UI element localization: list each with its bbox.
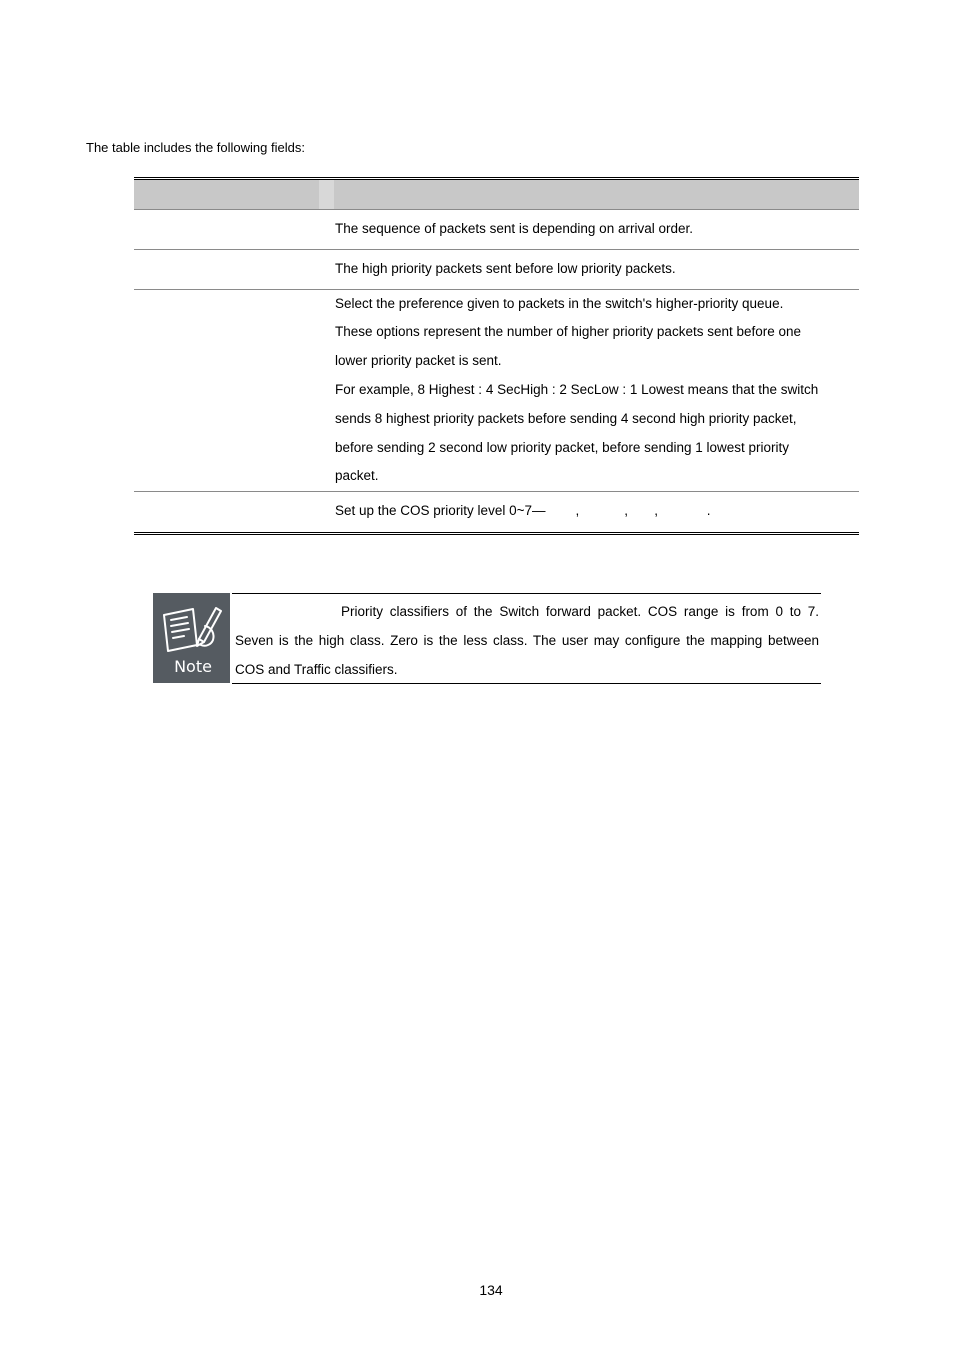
intro-text: The table includes the following fields: <box>86 140 305 155</box>
description-line: lower priority packet is sent. <box>335 353 502 369</box>
description-line: Select the preference given to packets in the switch's higher-priority queue. <box>335 295 784 311</box>
note-icon <box>153 593 230 683</box>
header-cell-object <box>134 179 319 210</box>
description-line: These options represent the number of higher priority packets sent before one <box>335 324 802 340</box>
table-row <box>134 249 859 289</box>
description-cell <box>334 210 859 250</box>
note-text: Priority classifiers of the Switch forward packet. COS range is from 0 to 7. Seven is the high class. Zero is the less class. The user may configure the mapping between COS and Traffic classifiers. <box>235 604 819 677</box>
object-cell <box>134 249 334 289</box>
object-cell <box>134 210 334 250</box>
fields-table <box>134 177 859 535</box>
description-cell <box>334 289 859 492</box>
header-cell-description <box>334 179 859 210</box>
table-row <box>134 492 859 534</box>
description-line: The high priority packets sent before low priority packets. <box>335 260 676 276</box>
table-header-row <box>134 179 859 210</box>
note-icon-label: Note <box>174 657 212 676</box>
note-text-wrap <box>232 593 821 684</box>
description-cell <box>334 249 859 289</box>
table-row <box>134 210 859 250</box>
note-text-paragraph <box>232 594 821 684</box>
page-number: 134 <box>479 1282 503 1298</box>
description-line: sends 8 highest priority packets before sending 4 second high priority packet, <box>335 410 797 426</box>
description-line: For example, 8 Highest : 4 SecHigh : 2 SecLow : 1 Lowest means that the switch <box>335 381 819 397</box>
object-cell <box>134 289 334 492</box>
description-line: packet. <box>335 468 379 484</box>
description-line: before sending 2 second low priority packet, before sending 1 lowest priority <box>335 439 790 455</box>
table-row <box>134 289 859 492</box>
description-line: Set up the COS priority level 0~7— , , , . <box>335 503 711 519</box>
note-box <box>153 593 821 683</box>
header-cell-gap <box>319 179 334 210</box>
description-cell <box>334 492 859 534</box>
object-cell <box>134 492 334 534</box>
description-line: The sequence of packets sent is depending on arrival order. <box>335 221 693 236</box>
